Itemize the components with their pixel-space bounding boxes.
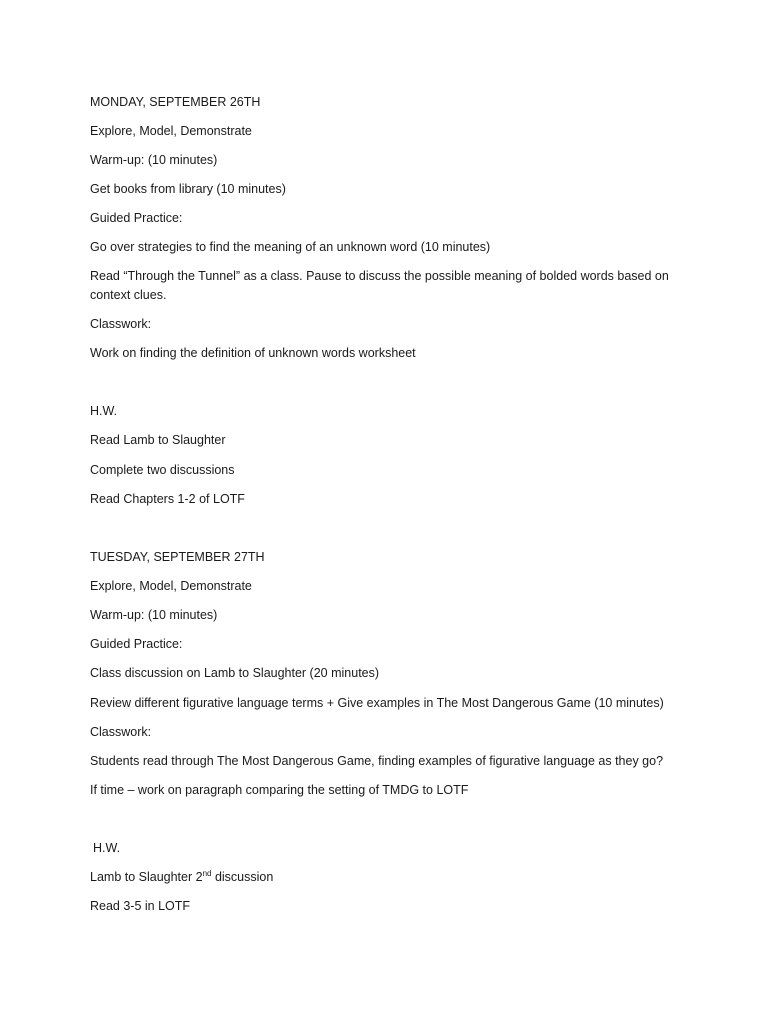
tuesday-line-5: Review different figurative language terms + Give examples in The Most Dangerous Game (10 minutes): [90, 696, 664, 710]
tuesday-hw-1-text: Lamb to Slaughter 2: [90, 870, 203, 884]
tuesday-line-3: Guided Practice:: [90, 637, 183, 651]
tuesday-line-6: Classwork:: [90, 725, 152, 739]
tuesday-line-1: Explore, Model, Demonstrate: [90, 579, 252, 593]
tuesday-line-2: Warm-up: (10 minutes): [90, 608, 218, 622]
monday-line-8: Work on finding the definition of unknown words worksheet: [90, 346, 416, 360]
monday-hw-1: Read Lamb to Slaughter: [90, 433, 226, 447]
tuesday-hw-label: H.W.: [93, 841, 121, 855]
tuesday-hw-1: [90, 868, 690, 887]
monday-line-7: Classwork:: [90, 317, 152, 331]
monday-line-1: Explore, Model, Demonstrate: [90, 124, 252, 138]
monday-line-4: Guided Practice:: [90, 211, 183, 225]
tuesday-line-7: Students read through The Most Dangerous Game, finding examples of figurative language as they go?: [90, 754, 664, 768]
monday-hw-2: Complete two discussions: [90, 463, 235, 477]
tuesday-heading: TUESDAY, SEPTEMBER 27TH: [90, 550, 265, 564]
tuesday-hw-1-suffix: discussion: [211, 870, 274, 884]
monday-line-2: Warm-up: (10 minutes): [90, 153, 218, 167]
monday-line-6: Read “Through the Tunnel” as a class. Pause to discuss the possible meaning of bolded words based on context clues.: [90, 269, 669, 302]
tuesday-hw-1-sup: nd: [202, 868, 212, 878]
tuesday-hw-2: Read 3-5 in LOTF: [90, 899, 191, 913]
monday-hw-label: H.W.: [90, 404, 118, 418]
monday-line-3: Get books from library (10 minutes): [90, 182, 286, 196]
tuesday-line-8: If time – work on paragraph comparing the setting of TMDG to LOTF: [90, 783, 469, 797]
tuesday-line-4: Class discussion on Lamb to Slaughter (20 minutes): [90, 666, 380, 680]
monday-heading: MONDAY, SEPTEMBER 26TH: [90, 95, 261, 109]
monday-line-5: Go over strategies to find the meaning of an unknown word (10 minutes): [90, 240, 491, 254]
monday-hw-3: Read Chapters 1-2 of LOTF: [90, 492, 245, 506]
